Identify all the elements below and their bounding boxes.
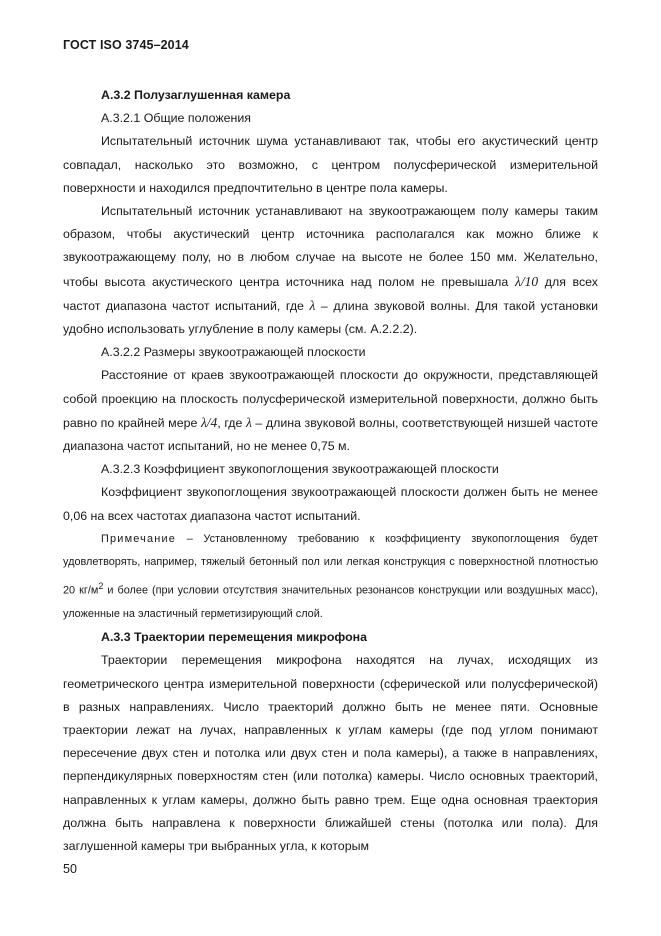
formula-lambda: λ <box>245 414 252 430</box>
document-body <box>63 84 598 858</box>
note-text: и более (при условии отсутствия значительных резонансов конструкции или воздушных масс), уложенные на эластичный герметизирующий слой. <box>63 584 598 620</box>
note-superscript: 2 <box>98 580 104 591</box>
section-a322-title: А.3.2.2 Размеры звукоотражающей плоскости <box>101 345 366 360</box>
paragraph-plane-size <box>63 364 598 458</box>
page-header: ГОСТ ISO 3745–2014 <box>63 38 189 52</box>
section-a33-title: А.3.3 Траектории перемещения микрофона <box>101 630 368 645</box>
page-number: 50 <box>63 862 77 876</box>
formula-lambda: λ <box>309 297 316 313</box>
paragraph-text: Испытательный источник устанавливают на звукоотражающем полу камеры таким образом, чтобы акустический центр источника располагался как можно ближе к звукоотражающему полу, но в любом случае на высоте не более 150 мм. Желательно, чтобы высота акустического центра источника над полом не превышала <box>63 204 598 289</box>
formula-lambda-10: λ/10 <box>514 273 539 289</box>
paragraph-text: – длина звуковой волны, соответствующей низшей частоте диапазона частот испытаний, но не менее 0,75 м. <box>63 415 599 454</box>
note-label: Примечание <box>101 532 177 545</box>
paragraph-text: , где <box>217 415 243 430</box>
paragraph-text: – длина звуковой волны. Для такой установки удобно использовать углубление в полу камеры (см. А.2.2.2). <box>63 298 598 337</box>
paragraph-source-height <box>63 200 598 341</box>
note-text: – Установленному требованию к коэффициенту звукопоглощения будет удовлетворять, например, тяжелый бетонный пол или легкая конструкция с поверхностной плотностью 20 кг/м <box>63 532 598 597</box>
section-a323-title: А.3.2.3 Коэффициент звукопоглощения звукоотражающей плоскости <box>101 462 499 477</box>
paragraph-text: Расстояние от краев звукоотражающей плоскости до окружности, представляющей собой проекцию на плоскость полусферической измерительной поверхности, должно быть равно по крайней мере <box>63 368 598 430</box>
section-a321-title: А.3.2.1 Общие положения <box>101 111 251 126</box>
paragraph-absorption: Коэффициент звукопоглощения звукоотражающей плоскости должен быть не менее 0,06 на всех частотах диапазона частот испытаний. <box>63 485 598 523</box>
paragraph-trajectories: Траектории перемещения микрофона находятся на лучах, исходящих из геометрического центра измерительной поверхности (сферической или полусферической) в разных направлениях. Число траекторий должно быть не менее пяти. Основные траектории лежат на лучах, направленных к углам камеры (где под углом понимают пересечение двух стен и потолка или двух стен и пола камеры), а также в направлениях, перпендикулярных поверхностям стен (или потолка) камеры. Число основных траекторий, направленных к углам камеры, должно быть равно трем. Еще одна основная траектория должна быть направлена к поверхности ближайшей стены (потолка или пола). Для заглушенной камеры три выбранных угла, к которым <box>63 653 598 853</box>
section-a32-title: А.3.2 Полузаглушенная камера <box>101 88 291 102</box>
formula-lambda-4: λ/4 <box>200 414 218 430</box>
paragraph-text: для всех частот диапазона частот испытаний, где <box>63 274 599 313</box>
paragraph-source-position: Испытательный источник шума устанавливают так, чтобы его акустический центр совпадал, насколько это возможно, с центром полусферической измерительной поверхности и находился предпочтительно в центре пола камеры. <box>63 134 598 195</box>
note-paragraph <box>63 528 598 626</box>
